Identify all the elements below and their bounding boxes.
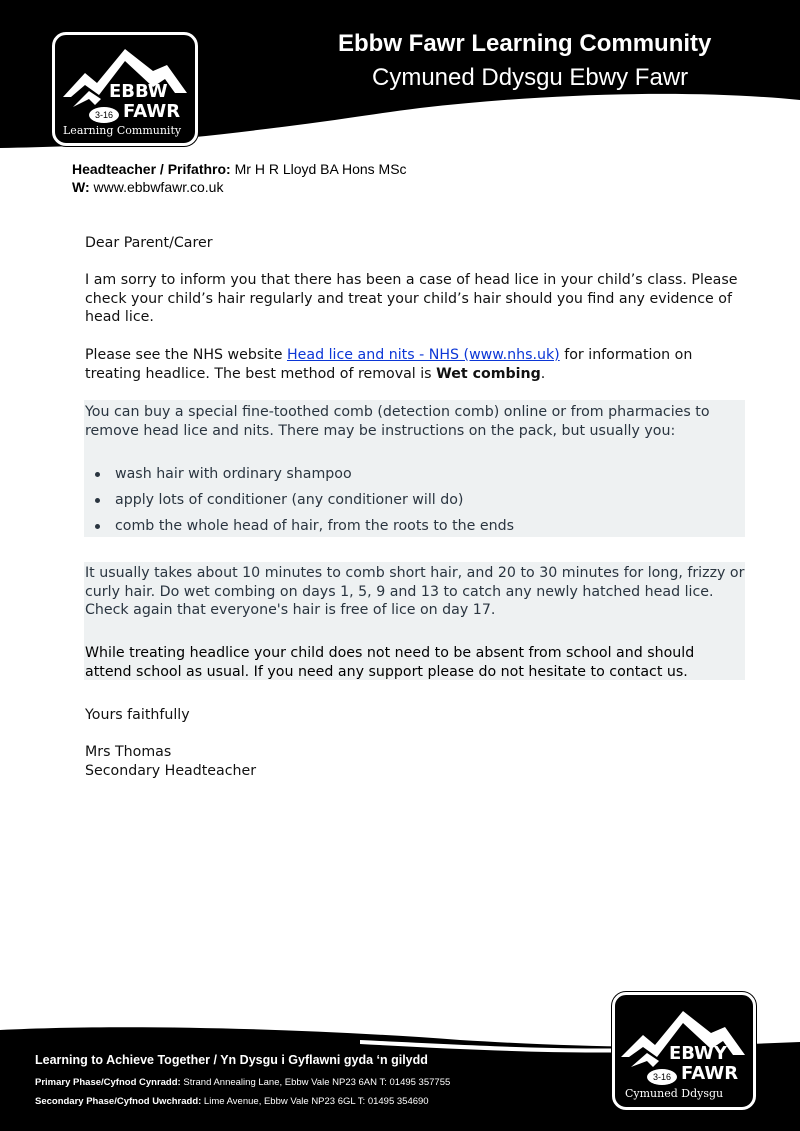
signer-name: Mrs Thomas [85, 744, 172, 760]
logo-subtitle: Cymuned Ddysgu [625, 1087, 724, 1100]
website-value: www.ebbwfawr.co.uk [93, 179, 224, 195]
footer-secondary-address: Secondary Phase/Cyfnod Uwchradd: Lime Avenue, Ebbw Vale NP23 6GL T: 01495 354690 [35, 1096, 429, 1107]
headteacher-line [72, 161, 407, 177]
signer-title: Secondary Headteacher [85, 763, 257, 779]
paragraph-nhs: Please see the NHS website Head lice and nits - NHS (www.nhs.uk) for information on treating headlice. The best method of removal is Wet combing. [85, 347, 693, 382]
list-item: comb the whole head of hair, from the roots to the ends [85, 517, 725, 543]
nhs-link[interactable]: Head lice and nits - NHS (www.nhs.uk) [286, 347, 560, 363]
school-logo-bottom [612, 992, 756, 1110]
salutation: Dear Parent/Carer [85, 235, 213, 251]
footer-primary-address: Primary Phase/Cyfnod Cynradd: Strand Annealing Lane, Ebbw Vale NP23 6AN T: 01495 357755 [35, 1077, 451, 1088]
wet-combing-steps [85, 465, 725, 543]
paragraph-timing: It usually takes about 10 minutes to comb short hair, and 20 to 30 minutes for long, frizzy or curly hair. Do wet combing on days 1, 5, 9 and 13 to catch any newly hatched head lice. Check again that everyone's hair is free of lice on day 17. [85, 565, 745, 618]
logo-text-line2: FAWR [123, 101, 181, 122]
logo-age-badge: 3-16 [89, 107, 119, 123]
logo-subtitle: Learning Community [63, 124, 182, 137]
closing: Yours faithfully [85, 707, 190, 723]
footer-slogan: Learning to Achieve Together / Yn Dysgu i Gyflawni gyda ‘n gilydd [35, 1053, 428, 1067]
logo-text-line1: EBBW [109, 81, 168, 102]
logo-text-line1: EBWY [669, 1043, 727, 1064]
paragraph-intro: I am sorry to inform you that there has been a case of head lice in your child’s class. Please check your child’s hair regularly and treat your child’s hair should you find any evidence of head lice. [85, 272, 738, 325]
headteacher-value: Mr H R Lloyd BA Hons MSc [234, 161, 407, 177]
website-line [72, 179, 223, 195]
bullet-icon [95, 472, 100, 477]
logo-age-badge: 3-16 [647, 1069, 677, 1085]
wet-combing-emphasis: Wet combing [436, 365, 541, 382]
school-name-english: Ebbw Fawr Learning Community [338, 30, 712, 57]
school-logo-top [52, 32, 198, 146]
website-label: W: [72, 179, 90, 195]
list-item: apply lots of conditioner (any conditioner will do) [85, 491, 725, 517]
paragraph-attendance: While treating headlice your child does not need to be absent from school and should attend school as usual. If you need any support please do not hesitate to contact us. [85, 645, 695, 680]
headteacher-label: Headteacher / Prifathro: [72, 161, 231, 177]
bullet-icon [95, 524, 100, 529]
school-name-welsh: Cymuned Ddysgu Ebwy Fawr [372, 64, 689, 91]
bullet-icon [95, 498, 100, 503]
paragraph-comb: You can buy a special fine-toothed comb (detection comb) online or from pharmacies to remove head lice and nits. There may be instructions on the pack, but usually you: [85, 404, 710, 439]
list-item: wash hair with ordinary shampoo [85, 465, 725, 491]
logo-text-line2: FAWR [681, 1063, 739, 1084]
